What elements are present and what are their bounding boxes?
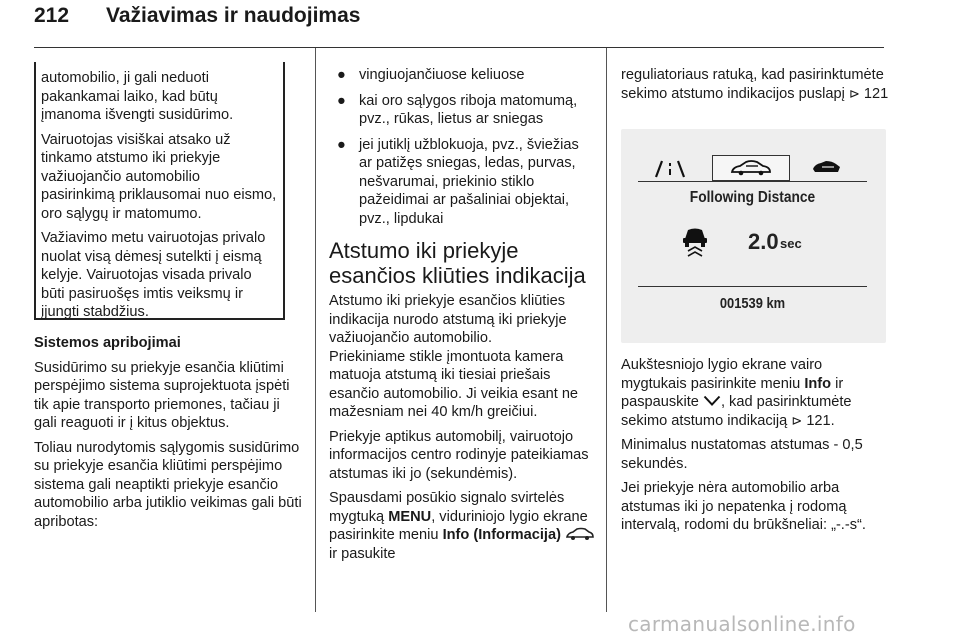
car-icon [565,527,595,541]
body-paragraph: reguliatoriaus ratuką, kad pasirinktumėte sekimo atstumo indikacijos puslapį ⊳ 121 [621,67,889,102]
body-paragraph: Susidūrimo su priekyje esančia kliūtimi perspėjimo sistema suprojektuota įspėti tik apie transporto priemones, tačiau ji gali reaguoti ir į kitus objektus. [34,359,290,431]
warning-paragraph: Vairuotojas visiškai atsako už tinkamo atstumo iki priekyje važiuojančio automobilio pasirinkimą priklausomai nuo eismo, oro sąlygų ir matomumo. [41,131,277,222]
body-paragraph: Aukštesniojo lygio ekrane vairo mygtukais pasirinkite meniu Info ir paspauskite , kad pasirinktumėte sekimo atstumo indikaciją ⊳ 121. [621,357,852,429]
page-reference: 121. [806,412,835,429]
info-menu-label: Info [804,375,832,392]
column-divider-2 [606,48,607,612]
bullet-icon: ● [337,67,346,83]
page-number: 212 [34,4,70,27]
list-item: ● jei jutiklį užblokuoja, pvz., šviežias ar patižęs sniegas, ledas, purvas, nešvarumai, priekinio stiklo pažeidimai ar pašaliniai objektai, pvz., lipdukai [337,136,579,227]
warning-paragraph: Važiavimo metu vairuotojas privalo nuolat visą dėmesį sutelkti į eismą kelyje. Vairuotojas visada privalo būti pasiruošęs imtis veiksmų ir įjungti stabdžius. [41,230,266,320]
warning-box [34,62,285,320]
page-title: Važiavimas ir naudojimas [106,4,361,27]
list-item: ● kai oro sąlygos riboja matomumą, pvz., rūkas, lietus ar sniegas [337,92,578,127]
following-distance-icon [680,225,710,259]
list-item: ● vingiuojančiuose keliuose [337,67,525,83]
menu-button-label: MENU [388,508,432,525]
body-paragraph: Priekiniame stikle įmontuota kamera matuoja atstumą iki tiesiai priešais esančio automobilio. Ji veikia esant ne mažesniam nei 40 km/h greičiui. [329,348,579,420]
reference-arrow-icon: ⊳ [791,412,803,428]
column-1 [34,334,302,537]
collision-warning-icon [810,159,842,177]
column-3 [621,66,891,109]
lane-icon [652,159,688,179]
reference-arrow-icon: ⊳ [848,85,860,101]
page-header [34,4,360,28]
section-subheading: Sistemos apribojimai [34,335,181,351]
bullet-icon: ● [337,92,346,109]
section-title: Atstumo iki priekyje esančios kliūties indikacija [329,238,586,288]
column-3-lower [621,356,891,541]
display-illustration [621,129,886,343]
warning-paragraph: automobilio, ji gali neduoti pakankamai laiko, kad būtų įmanoma išvengti susidūrimo. [41,70,234,123]
bullet-icon: ● [337,136,346,153]
info-menu-label: Info (Informacija) [442,527,561,543]
body-paragraph: Minimalus nustatomas atstumas - 0,5 sekundės. [621,437,863,472]
body-paragraph: Priekyje aptikus automobilį, vairuotojo informacijos centro rodinyje pateikiamas atstumas iki jo (sekundėmis). [329,428,589,482]
watermark: carmanualsonline.info [628,612,856,636]
body-paragraph: Toliau nurodytomis sąlygomis susidūrimo su priekyje esančia kliūtimi perspėjimo sistema gali neaptikti priekyje esančio automobilio arba jutiklio veikimas gali būti apribotas: [34,439,302,530]
column-2 [329,66,595,569]
header-divider [34,47,884,48]
display-title: Following Distance [689,189,816,206]
odometer-reading: 001539 km [719,295,786,312]
distance-value: 2.0 [748,229,779,254]
conditions-list [329,66,595,228]
chevron-down-icon [703,395,721,406]
column-divider-1 [315,48,316,612]
distance-unit: sec [780,236,802,251]
body-paragraph: Atstumo iki priekyje esančios kliūties indikacija nurodo atstumą iki priekyje važiuojančio automobilio. [329,293,567,346]
display-screen [638,155,867,325]
page-reference: 121 [863,85,889,102]
body-paragraph: Jei priekyje nėra automobilio arba atstumas iki jo nepatenka į rodomą intervalą, rodomi du brūkšneliai: „-.-s“. [621,480,866,533]
car-icon [729,159,773,177]
odometer-divider [638,286,867,287]
body-paragraph: Spausdami posūkio signalo svirtelės mygtuką MENU, viduriniojo lygio ekrane pasirinkite meniu Info (Informacija) ir pasukite [329,489,595,563]
tab-underline [638,181,867,182]
